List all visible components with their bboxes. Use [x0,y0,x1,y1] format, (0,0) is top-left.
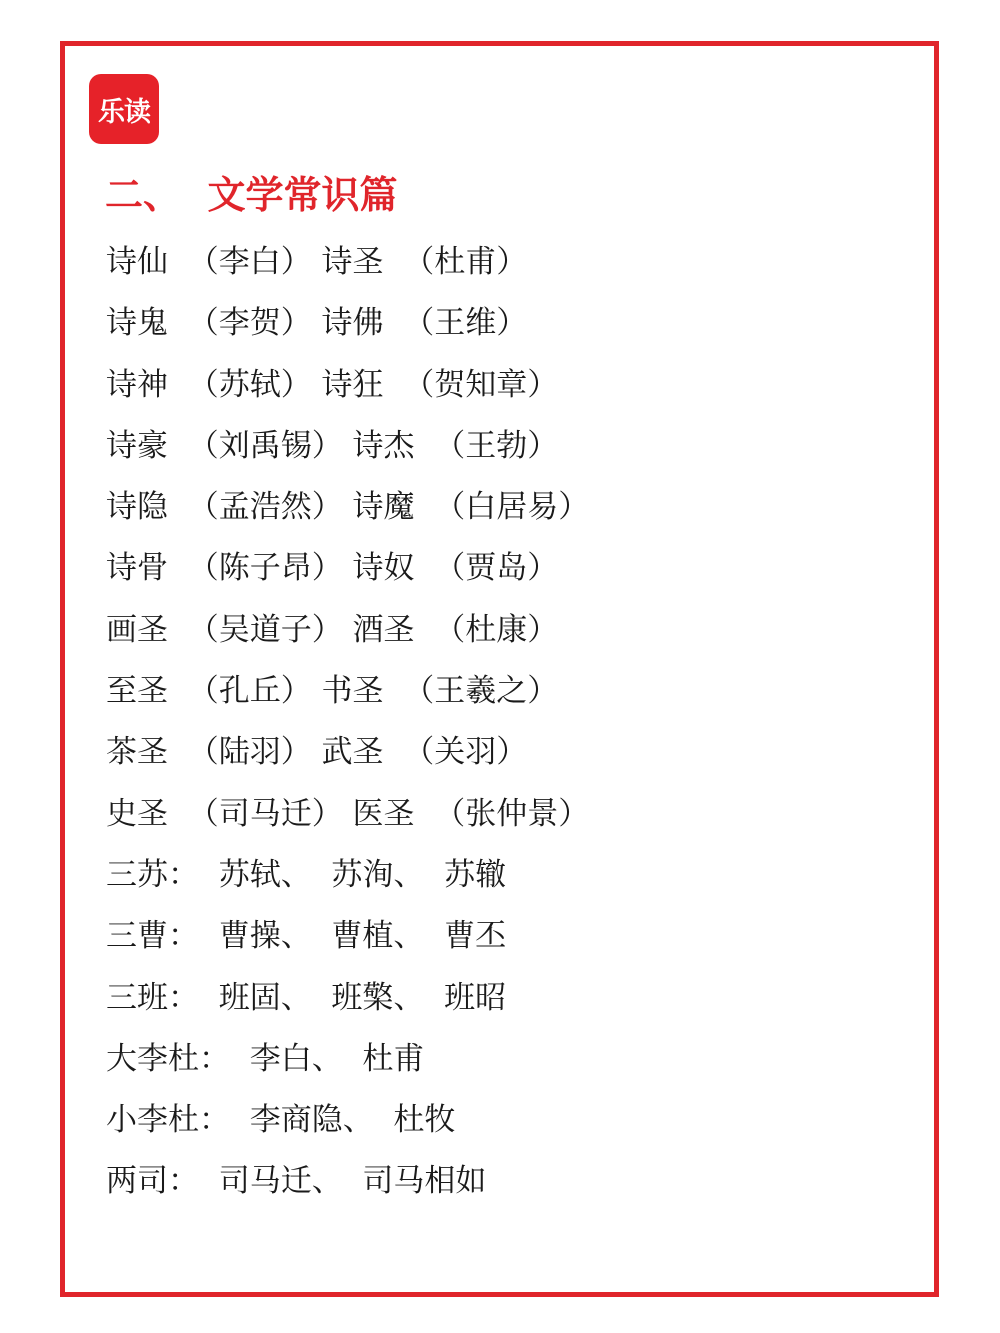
literature-facts-list [106,232,589,1213]
list-item: 诗豪 （刘禹锡） 诗杰 （王勃） [106,427,559,464]
list-item: 诗神 （苏轼） 诗狂 （贺知章） [106,366,559,403]
section-heading: 二、 文学常识篇 [105,173,398,217]
list-item: 大李杜： 李白、 杜甫 [106,1040,425,1077]
list-item: 三苏： 苏轼、 苏洵、 苏辙 [106,856,507,893]
list-item: 茶圣 （陆羽） 武圣 （关羽） [106,734,528,771]
list-item: 画圣 （吴道子） 酒圣 （杜康） [106,611,559,648]
list-item: 诗隐 （孟浩然） 诗魔 （白居易） [106,489,590,526]
list-item: 至圣 （孔丘） 书圣 （王羲之） [106,673,559,710]
list-item: 三班： 班固、 班檠、 班昭 [106,979,507,1016]
list-item: 史圣 （司马迁） 医圣 （张仲景） [106,795,590,832]
list-item: 诗鬼 （李贺） 诗佛 （王维） [106,305,528,342]
list-item: 三曹： 曹操、 曹植、 曹丕 [106,918,507,955]
list-item: 小李杜： 李商隐、 杜牧 [106,1102,456,1139]
list-item: 两司： 司马迁、 司马相如 [106,1163,487,1200]
app-logo: 乐读 [89,74,159,144]
list-item: 诗仙 （李白） 诗圣 （杜甫） [106,244,528,280]
list-item: 诗骨 （陈子昂） 诗奴 （贾岛） [106,550,559,587]
